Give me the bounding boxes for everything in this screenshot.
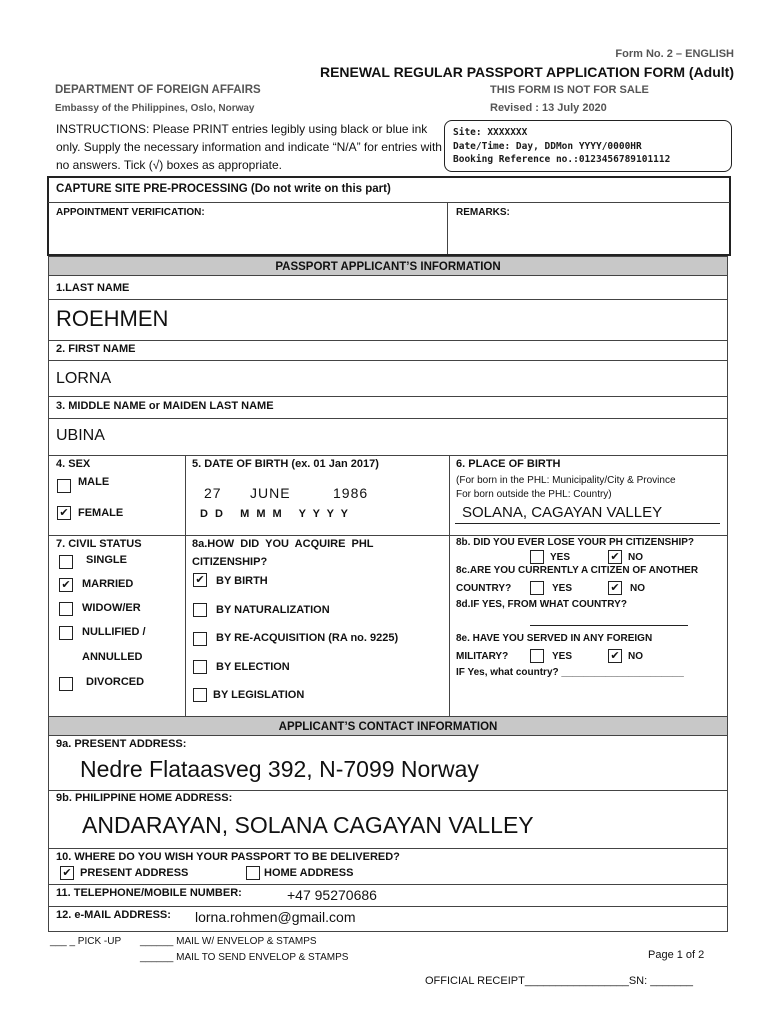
- remarks-label: REMARKS:: [456, 207, 510, 218]
- q8e-no-label: NO: [628, 651, 643, 662]
- pob-note-1: (For born in the PHL: Municipality/City & Province: [456, 475, 676, 486]
- q8e-no-checkbox[interactable]: ✔: [608, 649, 622, 663]
- present-address-value[interactable]: Nedre Flataasveg 392, N-7099 Norway: [80, 756, 479, 782]
- by-birth-checkbox[interactable]: ✔: [193, 573, 207, 587]
- capture-title: CAPTURE SITE PRE-PROCESSING (Do not write on this part): [56, 183, 391, 195]
- married-label: MARRIED: [82, 578, 134, 590]
- q8e-country-label: IF Yes, what country? ______________________: [456, 667, 684, 678]
- male-checkbox[interactable]: [57, 479, 71, 493]
- home-address-label: 9b. PHILIPPINE HOME ADDRESS:: [56, 792, 233, 804]
- q8c-label-1: 8c.ARE YOU CURRENTLY A CITIZEN OF ANOTHER: [456, 565, 699, 576]
- datetime-line: Date/Time: Day, DDMon YYYY/0000HR: [453, 140, 642, 152]
- dob-label: 5. DATE OF BIRTH (ex. 01 Jan 2017): [192, 458, 379, 470]
- acquire-label-1: 8a.HOW DID YOU ACQUIRE PHL: [192, 538, 374, 550]
- not-for-sale-notice: THIS FORM IS NOT FOR SALE: [490, 84, 649, 96]
- delivery-label: 10. WHERE DO YOU WISH YOUR PASSPORT TO BE DELIVERED?: [56, 851, 400, 863]
- q8b-no-checkbox[interactable]: ✔: [608, 550, 622, 564]
- sex-label: 4. SEX: [56, 458, 91, 470]
- dob-year[interactable]: 1986: [333, 485, 369, 501]
- contact-section-header: APPLICANT’S CONTACT INFORMATION: [48, 716, 728, 736]
- q8b-yes-checkbox[interactable]: [530, 550, 544, 564]
- by-birth-label: BY BIRTH: [216, 575, 268, 587]
- present-address-option: PRESENT ADDRESS: [80, 867, 189, 879]
- form-title: RENEWAL REGULAR PASSPORT APPLICATION FORM (Adult): [319, 64, 734, 80]
- by-legislation-label: BY LEGISLATION: [213, 689, 305, 701]
- q8c-no-checkbox[interactable]: ✔: [608, 581, 622, 595]
- civil-status-label: 7. CIVIL STATUS: [56, 538, 142, 550]
- q8b-no-label: NO: [628, 552, 643, 563]
- widow-checkbox[interactable]: [59, 602, 73, 616]
- booking-line: Booking Reference no.:0123456789101112: [453, 154, 671, 165]
- q8c-yes-checkbox[interactable]: [530, 581, 544, 595]
- by-naturalization-label: BY NATURALIZATION: [216, 604, 330, 616]
- present-address-checkbox[interactable]: ✔: [60, 866, 74, 880]
- first-name-value[interactable]: LORNA: [56, 370, 112, 387]
- acquire-label-2: CITIZENSHIP?: [192, 556, 268, 568]
- single-checkbox[interactable]: [59, 555, 73, 569]
- email-label: 12. e-MAIL ADDRESS:: [56, 909, 171, 921]
- home-address-option: HOME ADDRESS: [264, 867, 354, 879]
- q8c-label-2: COUNTRY?: [456, 583, 512, 594]
- pob-label: 6. PLACE OF BIRTH: [456, 458, 561, 470]
- revision-date: Revised : 13 July 2020: [490, 102, 607, 114]
- by-reacquisition-label: BY RE-ACQUISITION (RA no. 9225): [216, 632, 399, 644]
- q8e-yes-label: YES: [552, 651, 573, 662]
- dob-month[interactable]: JUNE: [250, 485, 291, 501]
- q8b-label: 8b. DID YOU EVER LOSE YOUR PH CITIZENSHIP?: [456, 537, 695, 548]
- by-election-checkbox[interactable]: [193, 660, 207, 674]
- dob-format: D D M M M Y Y Y Y: [200, 508, 351, 520]
- department-name: DEPARTMENT OF FOREIGN AFFAIRS: [55, 84, 261, 96]
- q8c-no-label: NO: [630, 583, 645, 594]
- site-line: Site: XXXXXXX: [453, 127, 528, 138]
- female-label: FEMALE: [78, 507, 124, 519]
- q8e-label-1: 8e. HAVE YOU SERVED IN ANY FOREIGN: [456, 633, 653, 644]
- middle-name-label: 3. MIDDLE NAME or MAIDEN LAST NAME: [56, 400, 274, 412]
- divorced-checkbox[interactable]: [59, 677, 73, 691]
- q8e-yes-checkbox[interactable]: [530, 649, 544, 663]
- divorced-label: DIVORCED: [86, 676, 145, 688]
- pob-value[interactable]: SOLANA, CAGAYAN VALLEY: [462, 504, 663, 521]
- form-number: Form No. 2 – ENGLISH: [615, 48, 734, 60]
- by-reacquisition-checkbox[interactable]: [193, 632, 207, 646]
- site-info-box: [444, 120, 732, 172]
- q8e-label-2: MILITARY?: [456, 651, 509, 662]
- by-election-label: BY ELECTION: [216, 661, 290, 673]
- nullified-checkbox[interactable]: [59, 626, 73, 640]
- present-address-label: 9a. PRESENT ADDRESS:: [56, 738, 187, 750]
- q8c-yes-label: YES: [552, 583, 573, 594]
- dob-day[interactable]: 27: [204, 485, 222, 501]
- mail-option-1: ______ MAIL W/ ENVELOP & STAMPS: [140, 936, 317, 947]
- home-address-value[interactable]: ANDARAYAN, SOLANA CAGAYAN VALLEY: [82, 812, 534, 838]
- single-label: SINGLE: [86, 554, 127, 566]
- last-name-value[interactable]: ROEHMEN: [56, 306, 169, 331]
- nullified-label: NULLIFIED /: [82, 626, 146, 638]
- by-naturalization-checkbox[interactable]: [193, 603, 207, 617]
- first-name-label: 2. FIRST NAME: [56, 343, 136, 355]
- appointment-label: APPOINTMENT VERIFICATION:: [56, 207, 205, 218]
- embassy-name: Embassy of the Philippines, Oslo, Norway: [55, 103, 255, 114]
- q8d-label: 8d.IF YES, FROM WHAT COUNTRY?: [456, 599, 627, 610]
- middle-name-value[interactable]: UBINA: [56, 427, 105, 444]
- pickup-option: ___ _ PICK -UP: [50, 936, 122, 947]
- pob-note-2: For born outside the PHL: Country): [456, 489, 612, 500]
- male-label: MALE: [78, 476, 110, 488]
- phone-value[interactable]: +47 95270686: [287, 887, 377, 903]
- home-address-checkbox[interactable]: [246, 866, 260, 880]
- married-checkbox[interactable]: ✔: [59, 578, 73, 592]
- annulled-label: ANNULLED: [82, 651, 143, 663]
- by-legislation-checkbox[interactable]: [193, 688, 207, 702]
- phone-label: 11. TELEPHONE/MOBILE NUMBER:: [56, 887, 242, 899]
- official-receipt: OFFICIAL RECEIPT_________________SN: _______: [425, 975, 694, 987]
- mail-option-2: ______ MAIL TO SEND ENVELOP & STAMPS: [140, 952, 349, 963]
- widow-label: WIDOW/ER: [82, 602, 141, 614]
- q8b-yes-label: YES: [550, 552, 571, 563]
- last-name-label: 1.LAST NAME: [56, 282, 130, 294]
- applicant-section-header: PASSPORT APPLICANT’S INFORMATION: [48, 256, 728, 276]
- female-checkbox[interactable]: ✔: [57, 506, 71, 520]
- page-number: Page 1 of 2: [648, 949, 705, 961]
- instructions: INSTRUCTIONS: Please PRINT entries legibly using black or blue ink only. Supply the necessary information and indicate “N/A” for entries with no answers. Tick (√) boxes as appropriate.: [56, 122, 442, 172]
- email-value[interactable]: lorna.rohmen@gmail.com: [195, 909, 356, 925]
